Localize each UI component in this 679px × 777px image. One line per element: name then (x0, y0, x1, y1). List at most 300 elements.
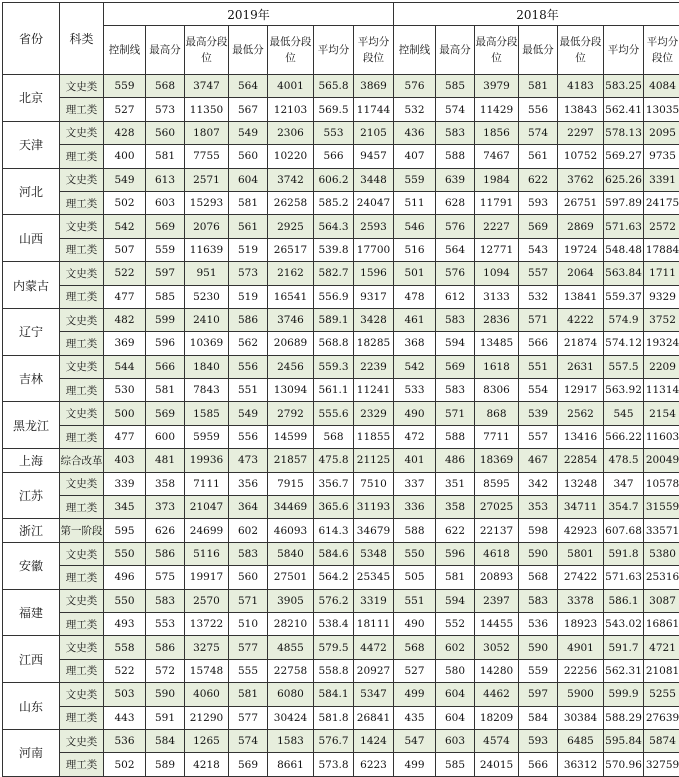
value-cell: 559.37 (604, 285, 644, 308)
table-row (3, 402, 679, 425)
province-cell: 江西 (3, 636, 60, 683)
value-cell: 583 (436, 308, 475, 331)
value-cell: 493 (104, 612, 146, 635)
value-cell: 21081 (644, 659, 679, 682)
value-cell: 581 (436, 566, 475, 589)
value-cell: 5900 (558, 683, 604, 706)
value-cell: 566 (146, 355, 185, 378)
value-cell: 585 (436, 753, 475, 776)
province-cell: 江苏 (3, 472, 60, 519)
value-cell: 31559 (644, 496, 679, 519)
value-cell: 7111 (185, 472, 229, 495)
value-cell: 564 (229, 75, 268, 98)
value-cell: 19936 (185, 449, 229, 472)
value-cell: 568 (394, 636, 436, 659)
value-cell: 516 (394, 238, 436, 261)
value-cell: 4901 (558, 636, 604, 659)
value-cell: 551 (519, 355, 558, 378)
value-cell: 8661 (268, 753, 314, 776)
value-cell: 407 (394, 145, 436, 168)
header-metric: 最高分 (436, 26, 475, 75)
stream-cell: 文史类 (60, 355, 104, 378)
value-cell: 21290 (185, 706, 229, 729)
stream-cell: 理工类 (60, 332, 104, 355)
value-cell: 22256 (558, 659, 604, 682)
table-row (3, 145, 679, 168)
value-cell: 560 (229, 566, 268, 589)
value-cell: 522 (104, 262, 146, 285)
value-cell: 571.63 (604, 215, 644, 238)
value-cell: 561 (229, 215, 268, 238)
value-cell: 536 (104, 729, 146, 752)
value-cell: 26751 (558, 191, 604, 214)
value-cell: 11350 (185, 98, 229, 121)
value-cell: 567 (229, 98, 268, 121)
value-cell: 5959 (185, 425, 229, 448)
value-cell: 551 (394, 589, 436, 612)
value-cell: 7843 (185, 379, 229, 402)
value-cell: 584 (519, 706, 558, 729)
value-cell: 4618 (475, 542, 519, 565)
value-cell: 566.22 (604, 425, 644, 448)
value-cell: 27501 (268, 566, 314, 589)
value-cell: 477 (104, 425, 146, 448)
value-cell: 18111 (354, 612, 394, 635)
stream-cell: 文史类 (60, 121, 104, 144)
value-cell: 5348 (354, 542, 394, 565)
value-cell: 566 (314, 145, 354, 168)
value-cell: 18369 (475, 449, 519, 472)
value-cell: 4855 (268, 636, 314, 659)
value-cell: 11791 (475, 191, 519, 214)
stream-cell: 第一阶段 (60, 519, 104, 542)
value-cell: 585 (436, 75, 475, 98)
value-cell: 27025 (475, 496, 519, 519)
value-cell: 11639 (185, 238, 229, 261)
value-cell: 594 (436, 332, 475, 355)
value-cell: 563.92 (604, 379, 644, 402)
value-cell: 4574 (475, 729, 519, 752)
value-cell: 559 (394, 168, 436, 191)
value-cell: 557 (519, 262, 558, 285)
value-cell: 583 (436, 121, 475, 144)
value-cell: 542 (394, 355, 436, 378)
value-cell: 403 (104, 449, 146, 472)
value-cell: 583.25 (604, 75, 644, 98)
table-row (3, 472, 679, 495)
stream-cell: 理工类 (60, 659, 104, 682)
stream-cell: 文史类 (60, 683, 104, 706)
value-cell: 527 (104, 98, 146, 121)
value-cell: 3979 (475, 75, 519, 98)
value-cell: 3133 (475, 285, 519, 308)
value-cell: 3378 (558, 589, 604, 612)
value-cell: 2154 (644, 402, 679, 425)
value-cell: 4462 (475, 683, 519, 706)
value-cell: 358 (436, 496, 475, 519)
value-cell: 42923 (558, 519, 604, 542)
value-cell: 568 (314, 425, 354, 448)
value-cell: 1618 (475, 355, 519, 378)
value-cell: 562 (229, 332, 268, 355)
value-cell: 566 (519, 753, 558, 776)
table-row (3, 542, 679, 565)
value-cell: 584.1 (314, 683, 354, 706)
value-cell: 18923 (558, 612, 604, 635)
value-cell: 564 (436, 238, 475, 261)
value-cell: 583 (519, 589, 558, 612)
value-cell: 24699 (185, 519, 229, 542)
header-row-years (3, 3, 679, 26)
value-cell: 590 (146, 683, 185, 706)
value-cell: 585.2 (314, 191, 354, 214)
header-row-metrics (3, 26, 679, 75)
value-cell: 1711 (644, 262, 679, 285)
value-cell: 4721 (644, 636, 679, 659)
value-cell: 337 (394, 472, 436, 495)
value-cell: 472 (394, 425, 436, 448)
value-cell: 473 (229, 449, 268, 472)
table-body (3, 75, 679, 777)
value-cell: 21874 (558, 332, 604, 355)
admission-score-table (2, 2, 679, 777)
value-cell: 569 (146, 402, 185, 425)
value-cell: 478.5 (604, 449, 644, 472)
value-cell: 21125 (354, 449, 394, 472)
value-cell: 551 (229, 379, 268, 402)
value-cell: 589.1 (314, 308, 354, 331)
value-cell: 951 (185, 262, 229, 285)
value-cell: 3742 (268, 168, 314, 191)
table-row (3, 355, 679, 378)
stream-cell: 文史类 (60, 215, 104, 238)
value-cell: 6223 (354, 753, 394, 776)
province-cell: 天津 (3, 121, 60, 168)
table-row (3, 566, 679, 589)
value-cell: 595.84 (604, 729, 644, 752)
value-cell: 556.9 (314, 285, 354, 308)
value-cell: 1596 (354, 262, 394, 285)
value-cell: 558.8 (314, 659, 354, 682)
value-cell: 4183 (558, 75, 604, 98)
value-cell: 553 (314, 121, 354, 144)
value-cell: 9735 (644, 145, 679, 168)
value-cell: 486 (436, 449, 475, 472)
value-cell: 10369 (185, 332, 229, 355)
value-cell: 5801 (558, 542, 604, 565)
value-cell: 18209 (475, 706, 519, 729)
province-cell: 山西 (3, 215, 60, 262)
value-cell: 5874 (644, 729, 679, 752)
table-row (3, 98, 679, 121)
value-cell: 2570 (185, 589, 229, 612)
value-cell: 10578 (644, 472, 679, 495)
value-cell: 559.3 (314, 355, 354, 378)
value-cell: 576.7 (314, 729, 354, 752)
table-row (3, 589, 679, 612)
value-cell: 4084 (644, 75, 679, 98)
value-cell: 358 (146, 472, 185, 495)
value-cell: 11855 (354, 425, 394, 448)
value-cell: 533 (394, 379, 436, 402)
value-cell: 25316 (644, 566, 679, 589)
value-cell: 5116 (185, 542, 229, 565)
value-cell: 573 (229, 262, 268, 285)
stream-cell: 理工类 (60, 566, 104, 589)
value-cell: 17700 (354, 238, 394, 261)
value-cell: 586 (146, 542, 185, 565)
value-cell: 591.8 (604, 542, 644, 565)
header-metric: 平均分 (314, 26, 354, 75)
value-cell: 467 (519, 449, 558, 472)
value-cell: 561.1 (314, 379, 354, 402)
value-cell: 574.9 (604, 308, 644, 331)
value-cell: 582.7 (314, 262, 354, 285)
value-cell: 13843 (558, 98, 604, 121)
value-cell: 500 (104, 402, 146, 425)
value-cell: 510 (229, 612, 268, 635)
value-cell: 368 (394, 332, 436, 355)
value-cell: 6080 (268, 683, 314, 706)
value-cell: 3762 (558, 168, 604, 191)
value-cell: 595 (104, 519, 146, 542)
value-cell: 345 (104, 496, 146, 519)
value-cell: 3752 (644, 308, 679, 331)
value-cell: 571.63 (604, 566, 644, 589)
value-cell: 16541 (268, 285, 314, 308)
value-cell: 2095 (644, 121, 679, 144)
value-cell: 583 (229, 542, 268, 565)
province-cell: 安徽 (3, 542, 60, 589)
value-cell: 604 (229, 168, 268, 191)
value-cell: 593 (519, 729, 558, 752)
value-cell: 558 (104, 636, 146, 659)
province-cell: 吉林 (3, 355, 60, 402)
value-cell: 607.68 (604, 519, 644, 542)
value-cell: 571 (229, 589, 268, 612)
value-cell: 519 (229, 285, 268, 308)
value-cell: 566 (519, 332, 558, 355)
province-cell: 北京 (3, 75, 60, 122)
value-cell: 588 (436, 425, 475, 448)
header-metric: 最高分段位 (475, 26, 519, 75)
value-cell: 597 (519, 683, 558, 706)
value-cell: 564.2 (314, 566, 354, 589)
value-cell: 557.5 (604, 355, 644, 378)
header-metric: 最高分段位 (185, 26, 229, 75)
value-cell: 552 (436, 612, 475, 635)
value-cell: 576 (436, 262, 475, 285)
value-cell: 502 (104, 191, 146, 214)
value-cell: 2329 (354, 402, 394, 425)
value-cell: 13094 (268, 379, 314, 402)
value-cell: 2162 (268, 262, 314, 285)
value-cell: 8306 (475, 379, 519, 402)
value-cell: 13722 (185, 612, 229, 635)
value-cell: 581.8 (314, 706, 354, 729)
value-cell: 482 (104, 308, 146, 331)
value-cell: 6485 (558, 729, 604, 752)
table-row (3, 121, 679, 144)
value-cell: 586 (229, 308, 268, 331)
value-cell: 11241 (354, 379, 394, 402)
value-cell: 13416 (558, 425, 604, 448)
value-cell: 507 (104, 238, 146, 261)
value-cell: 26517 (268, 238, 314, 261)
table-row (3, 519, 679, 542)
table-row (3, 659, 679, 682)
value-cell: 549 (229, 121, 268, 144)
value-cell: 550 (394, 542, 436, 565)
value-cell: 11603 (644, 425, 679, 448)
table-row (3, 191, 679, 214)
table-row (3, 285, 679, 308)
value-cell: 1265 (185, 729, 229, 752)
value-cell: 574 (519, 121, 558, 144)
value-cell: 547 (394, 729, 436, 752)
value-cell: 593 (519, 191, 558, 214)
value-cell: 561 (519, 145, 558, 168)
value-cell: 569.27 (604, 145, 644, 168)
value-cell: 22758 (268, 659, 314, 682)
table-row (3, 308, 679, 331)
stream-cell: 理工类 (60, 98, 104, 121)
value-cell: 7711 (475, 425, 519, 448)
value-cell: 9457 (354, 145, 394, 168)
value-cell: 342 (519, 472, 558, 495)
value-cell: 574 (436, 98, 475, 121)
value-cell: 365.6 (314, 496, 354, 519)
value-cell: 548.48 (604, 238, 644, 261)
table-row (3, 425, 679, 448)
value-cell: 46093 (268, 519, 314, 542)
value-cell: 606.2 (314, 168, 354, 191)
value-cell: 369 (104, 332, 146, 355)
stream-cell: 理工类 (60, 706, 104, 729)
value-cell: 1094 (475, 262, 519, 285)
value-cell: 354.7 (604, 496, 644, 519)
value-cell: 5347 (354, 683, 394, 706)
value-cell: 568 (519, 566, 558, 589)
value-cell: 4060 (185, 683, 229, 706)
value-cell: 3869 (354, 75, 394, 98)
value-cell: 400 (104, 145, 146, 168)
value-cell: 557 (519, 425, 558, 448)
value-cell: 579.5 (314, 636, 354, 659)
value-cell: 532 (394, 98, 436, 121)
value-cell: 2631 (558, 355, 604, 378)
value-cell: 499 (394, 683, 436, 706)
value-cell: 591 (146, 706, 185, 729)
value-cell: 505 (394, 566, 436, 589)
value-cell: 602 (436, 636, 475, 659)
value-cell: 586.1 (604, 589, 644, 612)
value-cell: 625.26 (604, 168, 644, 191)
value-cell: 1583 (268, 729, 314, 752)
value-cell: 563.84 (604, 262, 644, 285)
value-cell: 574 (229, 729, 268, 752)
value-cell: 3746 (268, 308, 314, 331)
value-cell: 2571 (185, 168, 229, 191)
value-cell: 499 (394, 753, 436, 776)
table-row (3, 753, 679, 776)
header-metric: 平均分段位 (644, 26, 679, 75)
value-cell: 560 (146, 121, 185, 144)
province-cell: 河北 (3, 168, 60, 215)
value-cell: 22854 (558, 449, 604, 472)
value-cell: 613 (146, 168, 185, 191)
value-cell: 11744 (354, 98, 394, 121)
stream-cell: 理工类 (60, 425, 104, 448)
value-cell: 589 (146, 753, 185, 776)
value-cell: 569.5 (314, 98, 354, 121)
value-cell: 599 (146, 308, 185, 331)
value-cell: 569 (519, 215, 558, 238)
stream-cell: 理工类 (60, 285, 104, 308)
province-cell: 辽宁 (3, 308, 60, 355)
value-cell: 578.13 (604, 121, 644, 144)
value-cell: 583 (436, 379, 475, 402)
value-cell: 401 (394, 449, 436, 472)
header-year-2019: 2019年 (104, 3, 394, 26)
value-cell: 596 (146, 332, 185, 355)
value-cell: 478 (394, 285, 436, 308)
value-cell: 1424 (354, 729, 394, 752)
value-cell: 9317 (354, 285, 394, 308)
value-cell: 13485 (475, 332, 519, 355)
province-cell: 内蒙古 (3, 262, 60, 309)
value-cell: 477 (104, 285, 146, 308)
value-cell: 519 (229, 238, 268, 261)
value-cell: 555 (229, 659, 268, 682)
value-cell: 573.8 (314, 753, 354, 776)
value-cell: 11429 (475, 98, 519, 121)
value-cell: 575 (146, 566, 185, 589)
value-cell: 15748 (185, 659, 229, 682)
value-cell: 2593 (354, 215, 394, 238)
value-cell: 581 (229, 191, 268, 214)
value-cell: 2239 (354, 355, 394, 378)
value-cell: 1840 (185, 355, 229, 378)
value-cell: 503 (104, 683, 146, 706)
table-row (3, 636, 679, 659)
value-cell: 2105 (354, 121, 394, 144)
value-cell: 20689 (268, 332, 314, 355)
value-cell: 549 (104, 168, 146, 191)
value-cell: 577 (229, 706, 268, 729)
value-cell: 353 (519, 496, 558, 519)
value-cell: 4222 (558, 308, 604, 331)
value-cell: 2227 (475, 215, 519, 238)
table-row (3, 449, 679, 472)
value-cell: 20927 (354, 659, 394, 682)
value-cell: 15293 (185, 191, 229, 214)
value-cell: 490 (394, 612, 436, 635)
header-metric: 最低分 (519, 26, 558, 75)
value-cell: 569 (229, 753, 268, 776)
value-cell: 336 (394, 496, 436, 519)
value-cell: 559 (104, 75, 146, 98)
value-cell: 13248 (558, 472, 604, 495)
value-cell: 24175 (644, 191, 679, 214)
value-cell: 496 (104, 566, 146, 589)
value-cell: 3448 (354, 168, 394, 191)
value-cell: 581 (519, 75, 558, 98)
value-cell: 598 (519, 519, 558, 542)
value-cell: 30424 (268, 706, 314, 729)
value-cell: 574.12 (604, 332, 644, 355)
table-row (3, 168, 679, 191)
